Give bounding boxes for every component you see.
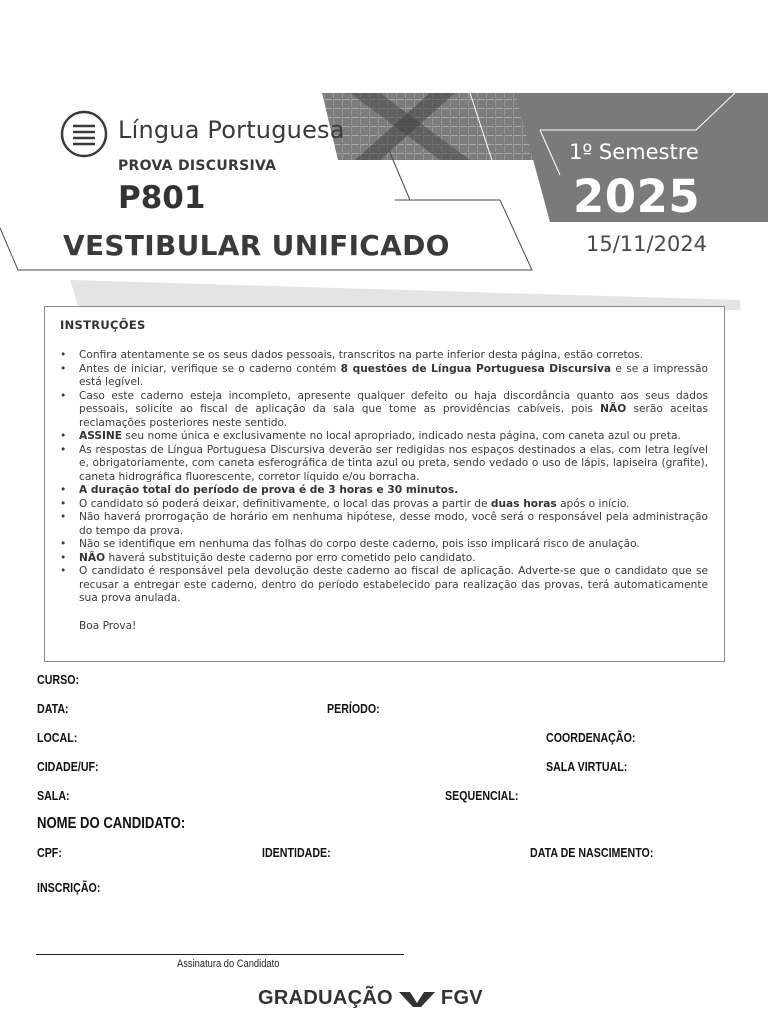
signature-line bbox=[36, 954, 404, 955]
exam-name: VESTIBULAR UNIFICADO bbox=[63, 229, 450, 262]
prova-code: P801 bbox=[118, 180, 206, 216]
instruction-item: • A duração total do período de prova é de 3 horas e 30 minutos. bbox=[60, 484, 708, 498]
instruction-item: • NÃO haverá substituição deste caderno por erro cometido pelo candidato. bbox=[60, 552, 708, 566]
field-sala-label: SALA: bbox=[37, 788, 70, 803]
instruction-item: • Não haverá prorrogação de horário em nenhuma hipótese, desse modo, você será o responsável pela administração do tempo da prova. bbox=[60, 511, 708, 538]
signature-label: Assinatura do Candidato bbox=[177, 958, 280, 970]
instruction-item: • Antes de iniciar, verifique se o caderno contém 8 questões de Língua Portuguesa Discursiva e se a impressão está legível. bbox=[60, 363, 708, 390]
instructions-list bbox=[60, 349, 708, 606]
semester-label: 1º Semestre bbox=[569, 140, 699, 164]
prova-type: PROVA DISCURSIVA bbox=[118, 158, 277, 174]
field-curso-label: CURSO: bbox=[37, 672, 80, 687]
field-data-label: DATA: bbox=[37, 701, 69, 716]
field-sequencial-label: SEQUENCIAL: bbox=[445, 788, 519, 803]
field-data-nascimento-label: DATA DE NASCIMENTO: bbox=[530, 845, 654, 860]
footer-graduacao: GRADUAÇÃO bbox=[258, 986, 393, 1009]
footer-logo bbox=[258, 985, 483, 1011]
field-inscricao-label: INSCRIÇÃO: bbox=[37, 880, 101, 895]
field-cidade-uf-label: CIDADE/UF: bbox=[37, 759, 99, 774]
field-coordenacao-label: COORDENAÇÃO: bbox=[546, 730, 636, 745]
field-identidade-label: IDENTIDADE: bbox=[262, 845, 331, 860]
instruction-item: • ASSINE seu nome única e exclusivamente no local apropriado, indicado nesta página, com caneta azul ou preta. bbox=[60, 430, 708, 444]
field-periodo-label: PERÍODO: bbox=[327, 701, 380, 716]
instruction-item: • O candidato é responsável pela devolução deste caderno ao fiscal de aplicação. Adverte-se que o candidato que se recusar a entregar este caderno, dentro do período estabelecido para realização das provas, terá automaticamente sua prova anulada. bbox=[60, 565, 708, 606]
field-cpf-label: CPF: bbox=[37, 845, 62, 860]
exam-year: 2025 bbox=[573, 170, 701, 223]
footer-fgv: FGV bbox=[440, 986, 483, 1009]
instruction-item: • Não se identifique em nenhuma das folhas do corpo deste caderno, pois isso implicará risco de anulação. bbox=[60, 538, 708, 552]
field-local-label: LOCAL: bbox=[37, 730, 78, 745]
fgv-chevron-logo-icon bbox=[399, 989, 435, 1007]
instruction-item: • Caso este caderno esteja incompleto, apresente qualquer defeito ou haja discordância quanto aos seus dados pessoais, solicite ao fiscal de aplicação da sala que tome as providências cabíveis, pois NÃO serão aceitas reclamações posteriores neste sentido. bbox=[60, 390, 708, 431]
instruction-item: • As respostas de Língua Portuguesa Discursiva deverão ser redigidas nos espaços destinados a elas, com letra legível e, obrigatoriamente, com caneta esferográfica de tinta azul ou preta, sendo vedado o uso de lápis, lapiseira (grafite), caneta hidrográfica fluorescente, corretor líquido e/ou borracha. bbox=[60, 444, 708, 485]
exam-date: 15/11/2024 bbox=[586, 232, 708, 256]
list-lines-icon bbox=[60, 110, 108, 158]
instruction-item: • O candidato só poderá deixar, definitivamente, o local das provas a partir de duas horas após o início. bbox=[60, 498, 708, 512]
closing-message: Boa Prova! bbox=[79, 619, 137, 632]
field-nome-candidato-label: NOME DO CANDIDATO: bbox=[37, 815, 186, 832]
instructions-title: INSTRUÇÕES bbox=[60, 318, 146, 332]
field-sala-virtual-label: SALA VIRTUAL: bbox=[546, 759, 628, 774]
subject-title: Língua Portuguesa bbox=[118, 116, 345, 144]
instructions-box bbox=[44, 306, 725, 662]
instruction-item: • Confira atentamente se os seus dados pessoais, transcritos na parte inferior desta página, estão corretos. bbox=[60, 349, 708, 363]
